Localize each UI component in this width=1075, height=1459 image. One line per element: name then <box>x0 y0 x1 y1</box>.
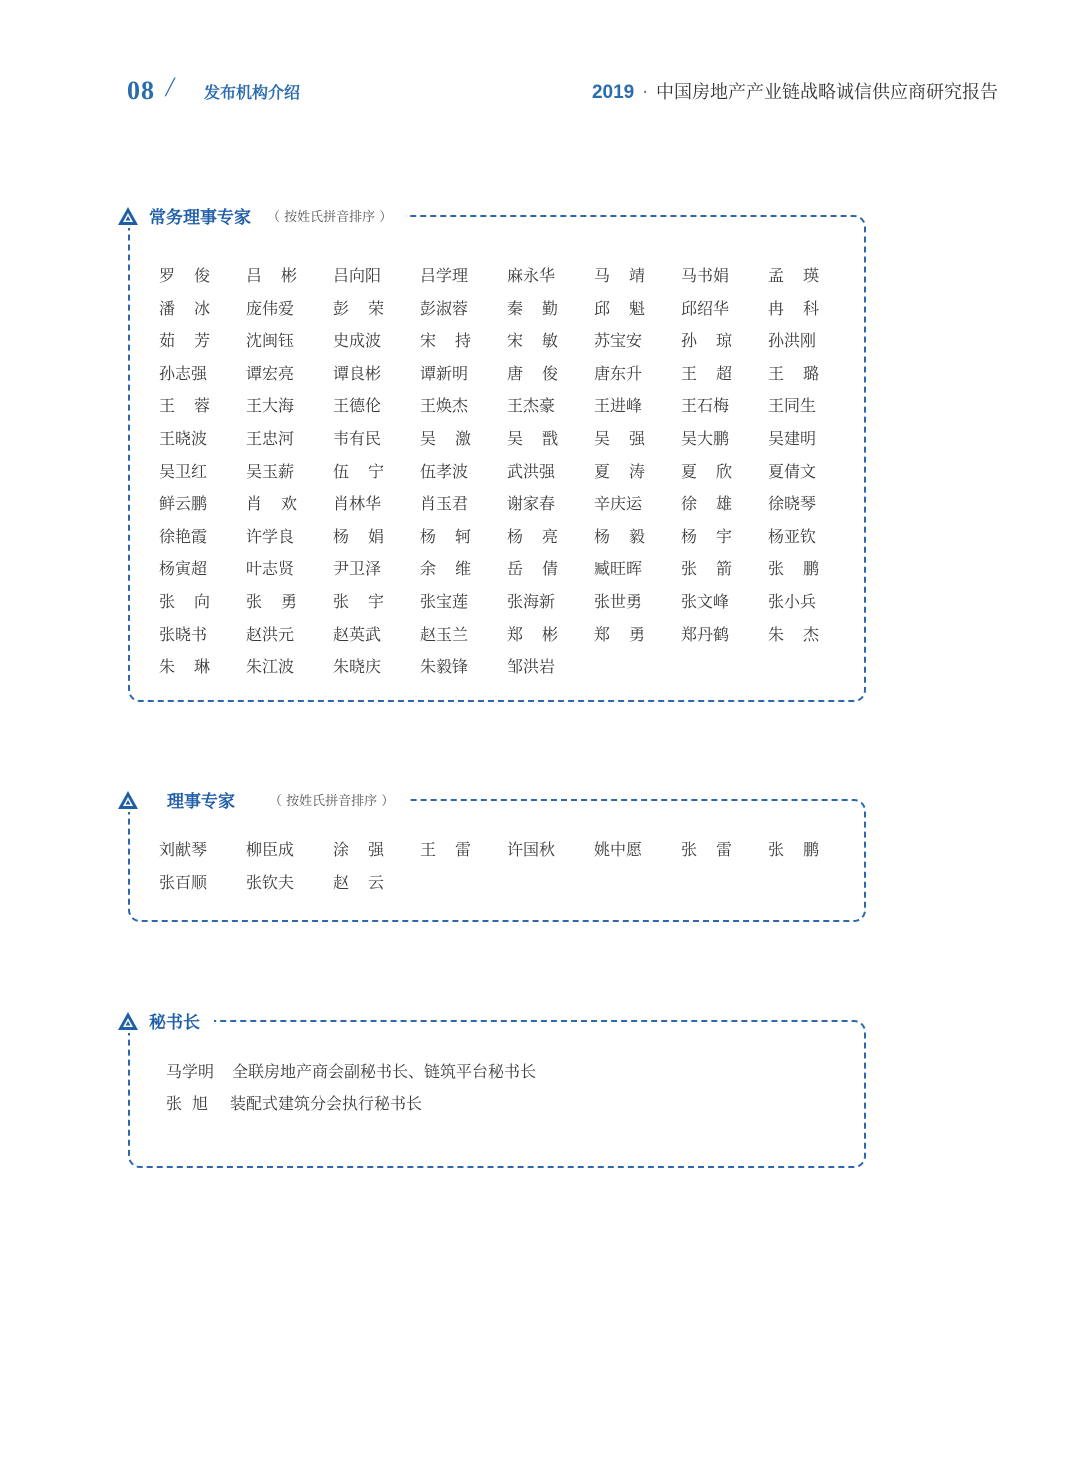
executive-header <box>117 203 406 228</box>
triangle-logo-icon <box>117 1011 139 1031</box>
person-name: 夏涛 <box>594 461 665 481</box>
person-name: 王晓波 <box>159 428 208 448</box>
person-name: 吴戬 <box>507 428 578 448</box>
person-name: 王焕杰 <box>420 396 469 416</box>
person-name: 苏宝安 <box>594 331 643 351</box>
person-name: 谭良彬 <box>333 363 382 383</box>
report-year: 2019 <box>591 82 635 103</box>
person-name: 王大海 <box>246 396 295 416</box>
person-name: 伍孝波 <box>420 461 469 481</box>
secretary-role: 全联房地产商会副秘书长、链筑平台秘书长 <box>232 1062 537 1081</box>
person-name: 谭新明 <box>420 363 469 383</box>
person-name: 郑勇 <box>594 624 665 644</box>
person-name: 张雷 <box>681 840 752 859</box>
person-name: 潘冰 <box>159 298 230 318</box>
person-name: 肖欢 <box>246 494 317 514</box>
person-name: 茹芳 <box>159 331 230 351</box>
person-name: 史成波 <box>333 331 382 351</box>
person-name: 朱江波 <box>246 657 295 677</box>
person-name: 武洪强 <box>507 461 556 481</box>
section-title: 发布机构介绍 <box>204 83 301 102</box>
person-name: 王进峰 <box>594 396 643 416</box>
person-name: 朱杰 <box>768 624 839 644</box>
triangle-logo-icon <box>117 790 139 810</box>
secretary-role: 装配式建筑分会执行秘书长 <box>230 1094 423 1113</box>
person-name: 马靖 <box>594 266 665 285</box>
person-name: 王忠河 <box>246 428 295 448</box>
header-slash: / <box>163 72 177 103</box>
person-name: 吕向阳 <box>333 266 382 285</box>
person-name: 张晓书 <box>159 624 208 644</box>
person-name: 吴卫红 <box>159 461 208 481</box>
person-name: 涂强 <box>333 840 404 859</box>
person-name: 孙志强 <box>159 363 208 383</box>
person-name: 张勇 <box>246 591 317 611</box>
person-name: 张小兵 <box>768 591 817 611</box>
person-name: 徐雄 <box>681 494 752 514</box>
person-name: 朱毅锋 <box>420 657 469 677</box>
person-name: 张钦夫 <box>246 872 295 892</box>
person-name: 臧旺晖 <box>594 559 643 579</box>
person-name: 吕学理 <box>420 266 469 285</box>
person-name: 鲜云鹏 <box>159 494 208 514</box>
person-name: 赵玉兰 <box>420 624 469 644</box>
person-name: 岳倩 <box>507 559 578 579</box>
person-name: 尹卫泽 <box>333 559 382 579</box>
person-name: 柳臣成 <box>246 840 295 859</box>
person-name: 肖林华 <box>333 494 382 514</box>
person-name: 唐东升 <box>594 363 643 383</box>
person-name: 罗俊 <box>159 266 230 285</box>
person-name: 孙琼 <box>681 331 752 351</box>
executive-sort-note: （ 按姓氏拼音排序 ） <box>267 210 393 225</box>
header-separator: · <box>642 82 648 103</box>
person-name: 韦有民 <box>333 428 382 448</box>
directors-header <box>117 787 408 812</box>
person-name: 庞伟爱 <box>246 298 295 318</box>
person-name: 朱晓庆 <box>333 657 382 677</box>
person-name: 张宝莲 <box>420 591 469 611</box>
person-name: 秦勤 <box>507 298 578 318</box>
report-name: 中国房地产产业链战略诚信供应商研究报告 <box>656 82 998 103</box>
secretary-title: 秘书长 <box>149 1013 200 1033</box>
person-name: 邱魁 <box>594 298 665 318</box>
directors-sort-note: （ 按姓氏拼音排序 ） <box>269 794 395 809</box>
person-name: 许国秋 <box>507 840 556 859</box>
person-name: 吴建明 <box>768 428 817 448</box>
directors-title: 理事专家 <box>167 792 235 812</box>
person-name: 张海新 <box>507 591 556 611</box>
person-name: 杨毅 <box>594 526 665 546</box>
person-name: 杨亮 <box>507 526 578 546</box>
person-name: 吴强 <box>594 428 665 448</box>
person-name: 王雷 <box>420 840 491 859</box>
person-name: 王德伦 <box>333 396 382 416</box>
person-name: 吴大鹏 <box>681 428 730 448</box>
person-name: 王超 <box>681 363 752 383</box>
person-name: 冉科 <box>768 298 839 318</box>
person-name: 杨轲 <box>420 526 491 546</box>
person-name: 张文峰 <box>681 591 730 611</box>
person-name: 余维 <box>420 559 491 579</box>
person-name: 刘献琴 <box>159 840 208 859</box>
person-name: 姚中愿 <box>594 840 643 859</box>
person-name: 王杰豪 <box>507 396 556 416</box>
person-name: 王石梅 <box>681 396 730 416</box>
person-name: 夏欣 <box>681 461 752 481</box>
person-name: 赵云 <box>333 872 404 892</box>
person-name: 杨亚钦 <box>768 526 817 546</box>
person-name: 张鹏 <box>768 559 839 579</box>
executive-name-grid <box>159 266 855 690</box>
person-name: 谢家春 <box>507 494 556 514</box>
person-name: 张向 <box>159 591 230 611</box>
person-name: 王璐 <box>768 363 839 383</box>
person-name: 吴玉薪 <box>246 461 295 481</box>
person-name: 叶志贤 <box>246 559 295 579</box>
person-name: 肖玉君 <box>420 494 469 514</box>
person-name: 张世勇 <box>594 591 643 611</box>
report-title <box>592 78 998 104</box>
person-name: 邱绍华 <box>681 298 730 318</box>
person-name: 孟瑛 <box>768 266 839 285</box>
person-name: 孙洪刚 <box>768 331 817 351</box>
person-name: 张鹏 <box>768 840 839 859</box>
directors-name-grid <box>159 840 855 905</box>
person-name: 许学良 <box>246 526 295 546</box>
secretary-header <box>117 1008 214 1033</box>
triangle-logo-icon <box>117 206 139 226</box>
person-name: 杨宇 <box>681 526 752 546</box>
person-name: 彭淑蓉 <box>420 298 469 318</box>
person-name: 麻永华 <box>507 266 556 285</box>
person-name: 王同生 <box>768 396 817 416</box>
person-name: 吴激 <box>420 428 491 448</box>
person-name: 郑丹鹤 <box>681 624 730 644</box>
person-name: 沈闽钰 <box>246 331 295 351</box>
secretary-row <box>166 1059 536 1082</box>
executive-title: 常务理事专家 <box>149 208 251 228</box>
person-name: 徐晓琴 <box>768 494 817 514</box>
page-number: 08 <box>127 76 155 105</box>
person-name: 辛庆运 <box>594 494 643 514</box>
person-name: 郑彬 <box>507 624 578 644</box>
person-name: 彭荣 <box>333 298 404 318</box>
person-name: 谭宏亮 <box>246 363 295 383</box>
person-name: 赵英武 <box>333 624 382 644</box>
person-name: 宋持 <box>420 331 491 351</box>
secretary-name: 张旭 <box>166 1094 219 1113</box>
person-name: 赵洪元 <box>246 624 295 644</box>
person-name: 王蓉 <box>159 396 230 416</box>
person-name: 唐俊 <box>507 363 578 383</box>
person-name: 张宇 <box>333 591 404 611</box>
person-name: 杨寅超 <box>159 559 208 579</box>
person-name: 吕彬 <box>246 266 317 285</box>
person-name: 宋敏 <box>507 331 578 351</box>
secretary-name: 马学明 <box>166 1062 215 1081</box>
person-name: 伍宁 <box>333 461 404 481</box>
person-name: 马书娟 <box>681 266 730 285</box>
person-name: 张箭 <box>681 559 752 579</box>
person-name: 徐艳霞 <box>159 526 208 546</box>
person-name: 张百顺 <box>159 872 208 892</box>
person-name: 杨娟 <box>333 526 404 546</box>
secretary-row <box>166 1091 422 1114</box>
person-name: 夏倩文 <box>768 461 817 481</box>
person-name: 朱琳 <box>159 657 230 677</box>
person-name: 邹洪岩 <box>507 657 556 677</box>
